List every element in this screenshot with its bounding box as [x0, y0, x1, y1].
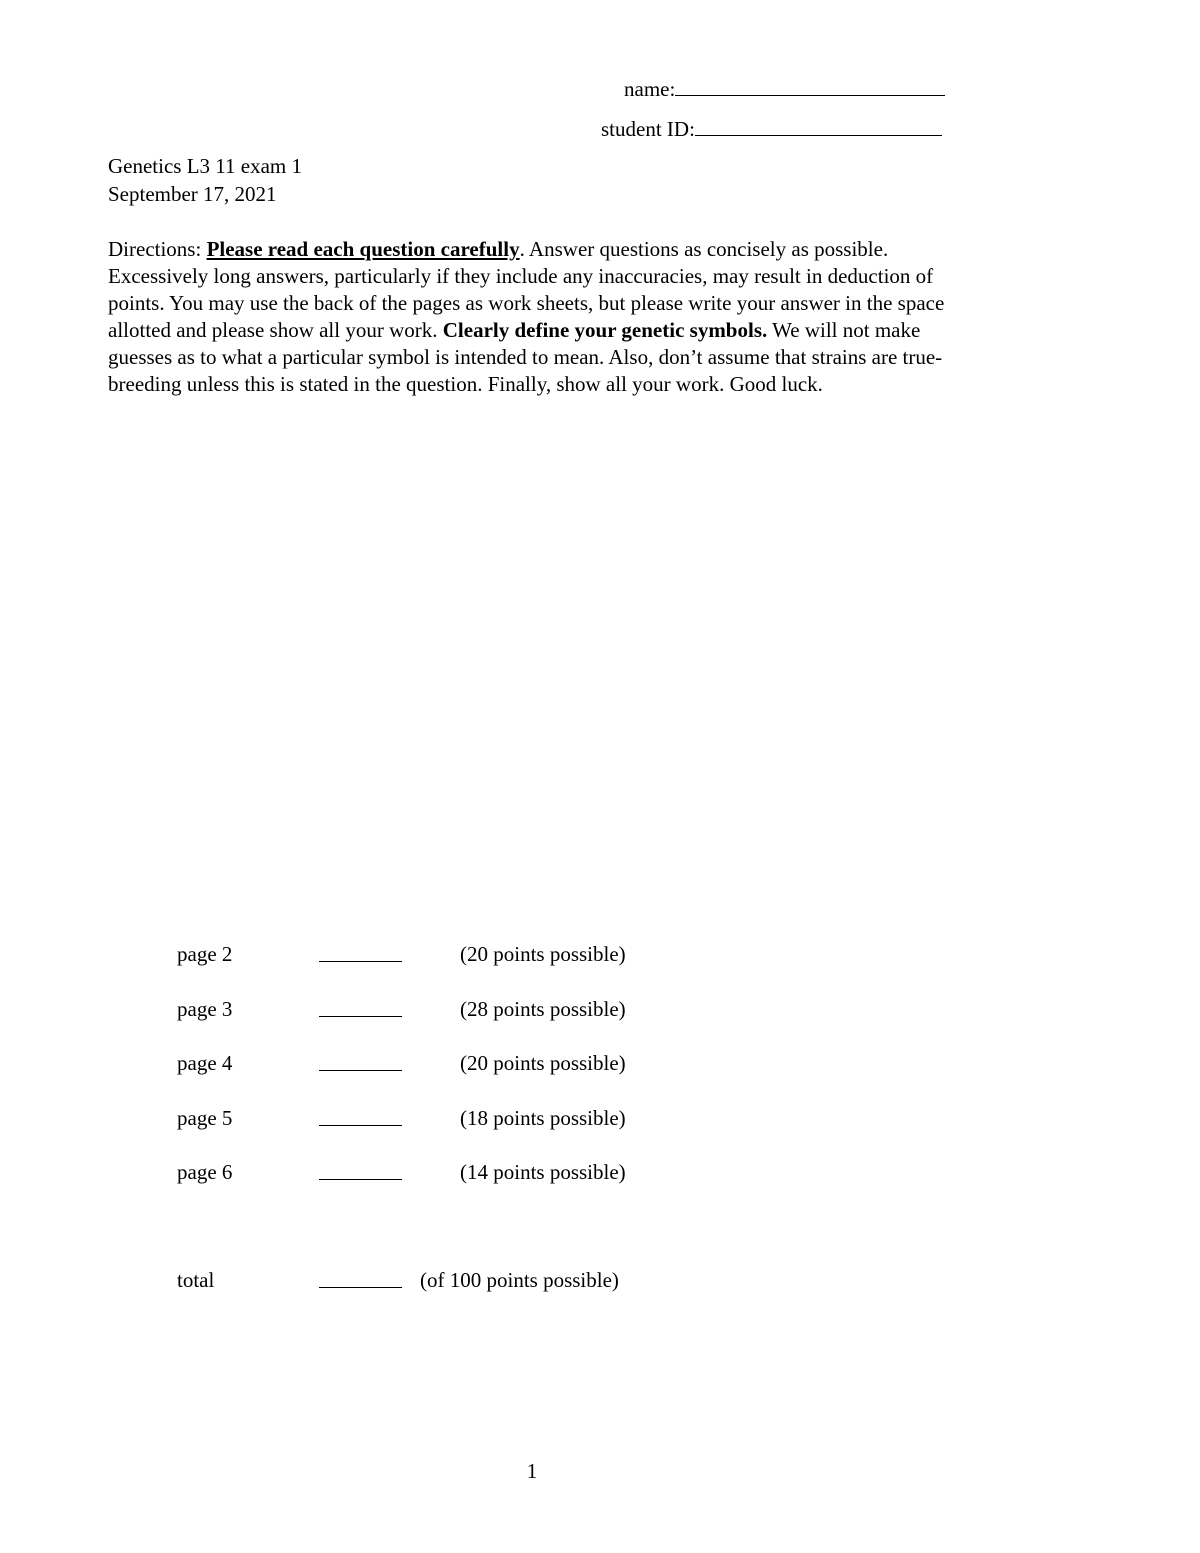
directions-line-2: Excessively long answers, particularly if they include any inaccuracies, may result in deduction of	[108, 264, 934, 288]
page-number: 1	[526, 1459, 538, 1483]
student-id-blank	[695, 117, 942, 136]
total-blank	[319, 1287, 402, 1288]
exam-date: September 17, 2021	[108, 182, 277, 206]
directions-emphasis: Please read each question carefully	[206, 237, 520, 261]
score-row-label: page 5	[177, 1106, 233, 1130]
directions-line-1	[108, 236, 1068, 263]
score-row-points: (18 points possible)	[460, 1106, 626, 1130]
directions-line-5: guesses as to what a particular symbol is intended to mean. Also, don’t assume that strains are true-	[108, 345, 943, 369]
score-row-blank	[319, 1125, 402, 1126]
directions-line-3: points. You may use the back of the pages as work sheets, but please write your answer in the space	[108, 291, 945, 315]
score-row-label: page 6	[177, 1160, 233, 1184]
student-id-field	[601, 117, 942, 140]
score-row-points: (20 points possible)	[460, 942, 626, 966]
directions-line-4	[108, 317, 1068, 344]
directions-symbols-emphasis: Clearly define your genetic symbols.	[442, 318, 768, 342]
directions-line-4-start: allotted and please show all your work.	[108, 318, 443, 342]
course-title: Genetics L3 11 exam 1	[108, 154, 302, 178]
name-field	[624, 77, 945, 100]
directions-paragraph	[108, 236, 1068, 398]
directions-line-6: breeding unless this is stated in the question. Finally, show all your work. Good luck.	[108, 372, 823, 396]
total-label: total	[177, 1268, 215, 1292]
directions-label: Directions:	[108, 237, 207, 261]
directions-line-1-rest: . Answer questions as concisely as possible.	[519, 237, 889, 261]
score-row-points: (28 points possible)	[460, 997, 626, 1021]
score-row-blank	[319, 961, 402, 962]
name-blank	[675, 77, 945, 96]
score-row-blank	[319, 1016, 402, 1017]
directions-line-4-end: We will not make	[767, 318, 921, 342]
total-points: (of 100 points possible)	[420, 1268, 619, 1292]
score-row-label: page 4	[177, 1051, 233, 1075]
score-row-blank	[319, 1179, 402, 1180]
score-row-points: (14 points possible)	[460, 1160, 626, 1184]
score-row-blank	[319, 1070, 402, 1071]
score-row-label: page 3	[177, 997, 233, 1021]
score-row-label: page 2	[177, 942, 233, 966]
name-label: name:	[624, 77, 676, 101]
score-row-points: (20 points possible)	[460, 1051, 626, 1075]
student-id-label: student ID:	[601, 117, 695, 141]
